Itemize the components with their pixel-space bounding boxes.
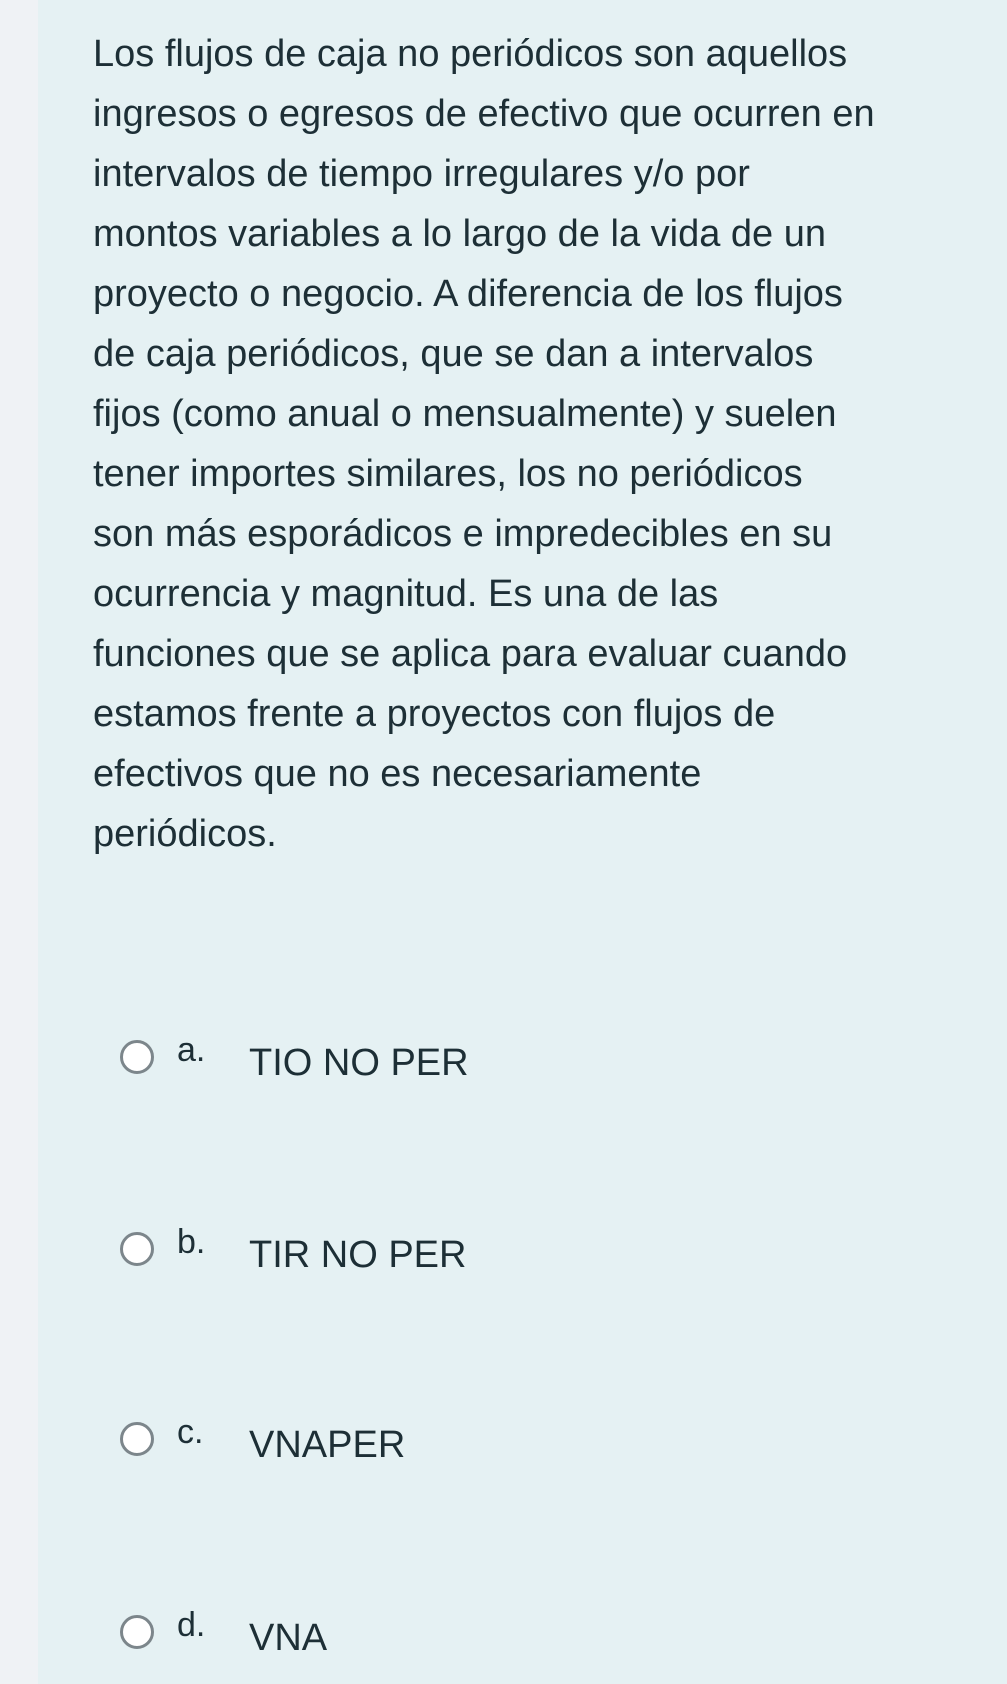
left-gutter [0,0,38,1684]
question-line: montos variables a lo largo de la vida de un [93,213,827,255]
radio-button-c[interactable] [120,1422,154,1456]
answer-option-b[interactable] [120,1223,987,1278]
option-letter-c[interactable]: c. [177,1413,204,1451]
question-line: fijos (como anual o mensualmente) y suelen [93,393,837,435]
answer-option-d[interactable] [120,1606,987,1661]
question-line: Los flujos de caja no periódicos son aquellos [93,33,848,75]
answer-option-c[interactable] [120,1413,987,1468]
question-line: efectivos que no es necesariamente [93,753,702,795]
question-line: funciones que se aplica para evaluar cuando [93,633,848,675]
option-label-b[interactable]: TIR NO PER [249,1234,467,1276]
question-line: proyecto o negocio. A diferencia de los flujos [93,273,843,315]
radio-button-d[interactable] [120,1615,154,1649]
question-line: intervalos de tiempo irregulares y/o por [93,153,750,195]
option-label-c[interactable]: VNAPER [249,1424,406,1466]
option-label-a[interactable]: TIO NO PER [249,1042,469,1084]
option-letter-a[interactable]: a. [177,1031,206,1069]
question-line: periódicos. [93,813,277,855]
question-line: de caja periódicos, que se dan a intervalos [93,333,814,375]
option-label-d[interactable]: VNA [249,1617,328,1659]
answer-option-a[interactable] [120,1031,987,1086]
question-line: tener importes similares, los no periódicos [93,453,803,495]
radio-button-a[interactable] [120,1040,154,1074]
option-letter-d[interactable]: d. [177,1606,206,1644]
question-line: ocurrencia y magnitud. Es una de las [93,573,719,615]
question-text [93,24,973,864]
radio-button-b[interactable] [120,1232,154,1266]
question-line: estamos frente a proyectos con flujos de [93,693,776,735]
option-letter-b[interactable]: b. [177,1223,206,1261]
question-line: son más esporádicos e impredecibles en su [93,513,833,555]
question-line: ingresos o egresos de efectivo que ocurren en [93,93,875,135]
